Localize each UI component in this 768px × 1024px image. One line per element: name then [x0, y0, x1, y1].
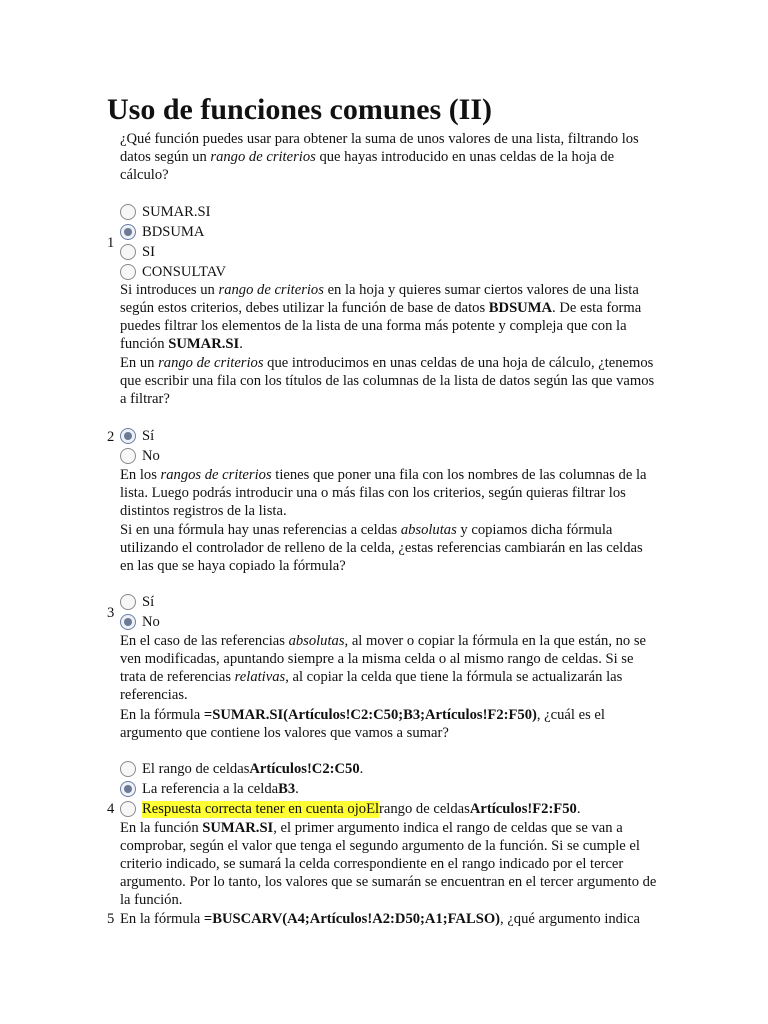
option-label: El rango de celdas: [142, 760, 250, 777]
q4-option-rango-f[interactable]: [120, 799, 580, 819]
q2-option-no[interactable]: [120, 446, 160, 466]
question-3-number: 3: [107, 605, 115, 621]
q1-option-bdsuma[interactable]: [120, 222, 204, 242]
text: . De esta forma puedes filtrar los elementos de la lista de una forma más potente y compleja que con la función: [120, 300, 642, 352]
text: en la hoja y quieres sumar ciertos valores de una lista según estos criterios, debes utilizar la función de base de datos: [120, 282, 639, 316]
text: ¿Qué función puedes usar para obtener la suma de unos valores de una lista, filtrando los datos según un: [120, 131, 639, 165]
text: y copiamos dicha fórmula utilizando el controlador de relleno de la celda, ¿estas referencias cambiarán en las celdas en las que se haya copiado la fórmula?: [120, 522, 643, 574]
option-label: No: [142, 447, 160, 464]
text: En un: [120, 355, 159, 371]
radio-button[interactable]: [120, 204, 136, 220]
text: En los: [120, 467, 161, 483]
option-label: La referencia a la celda: [142, 780, 279, 797]
text: , al mover o copiar la fórmula en la que están, no se ven modificadas, apuntando siempre a la misma celda o al mismo rango de celdas. Si se trata de referencias: [120, 633, 647, 685]
text-italic: rango de criterios: [210, 149, 316, 165]
radio-button[interactable]: [120, 244, 136, 260]
text: En la fórmula: [120, 707, 204, 723]
text: En la función: [120, 820, 203, 836]
option-label: .: [359, 760, 364, 777]
formula: =SUMAR.SI(Artículos!C2:C50;B3;Artículos!F2:F50): [203, 707, 537, 723]
radio-button-selected[interactable]: [120, 781, 136, 797]
q1-option-sumar-si[interactable]: [120, 202, 211, 222]
question-1-number: 1: [107, 235, 115, 251]
option-label: SI: [142, 243, 155, 260]
question-3-explanation: [120, 632, 660, 704]
radio-button-selected[interactable]: [120, 224, 136, 240]
question-2-explanation: [120, 466, 660, 520]
text: .: [239, 336, 243, 352]
question-2-text: [120, 354, 660, 408]
option-label: Sí: [142, 427, 155, 444]
option-label: BDSUMA: [142, 223, 205, 240]
text: , ¿cuál es el argumento que contiene los valores que vamos a sumar?: [120, 707, 605, 741]
option-label: No: [142, 613, 160, 630]
text-bold: BDSUMA: [488, 300, 553, 316]
text-italic: absolutas: [288, 633, 345, 649]
question-4-text: [120, 706, 660, 742]
text-bold: SUMAR.SI: [168, 336, 240, 352]
question-4-number: 4: [107, 801, 115, 817]
option-label: Sí: [142, 593, 155, 610]
radio-button-selected[interactable]: [120, 428, 136, 444]
question-1-explanation: [120, 281, 660, 353]
q4-option-celda-b3[interactable]: [120, 779, 299, 799]
text: que introducimos en unas celdas de una hoja de cálculo, ¿tenemos que escribir una fila con los títulos de las columnas de la lista de datos según las que vamos a filtrar?: [120, 355, 655, 407]
radio-button[interactable]: [120, 801, 136, 817]
question-5-number: 5: [107, 911, 115, 927]
option-label: rango de celdas: [379, 800, 470, 817]
question-3-text: [120, 521, 660, 575]
text: En el caso de las referencias: [120, 633, 289, 649]
text-italic: absolutas: [400, 522, 457, 538]
text: , el primer argumento indica el rango de celdas que se van a comprobar, según el valor que tenga el segundo argumento de la función. Si se cumple el criterio indicado, se sumará la celda correspondiente en el rango indicado por el tercer argumento. Por lo tanto, los valores que se sumarán se encuentran en el tercer argumento de la función.: [120, 820, 657, 908]
option-label: SUMAR.SI: [142, 203, 211, 220]
text: En la fórmula: [120, 911, 204, 927]
q1-option-si[interactable]: [120, 242, 155, 262]
option-label-bold: Artículos!F2:F50: [469, 800, 577, 817]
option-label-bold: Artículos!C2:C50: [249, 760, 360, 777]
question-1-text: [120, 130, 660, 184]
text: Si introduces un: [120, 282, 219, 298]
option-label: .: [295, 780, 299, 797]
highlighted-note: Respuesta correcta tener en cuenta ojoEl: [142, 800, 380, 817]
radio-button[interactable]: [120, 594, 136, 610]
text-italic: relativas: [234, 669, 286, 685]
q3-option-si[interactable]: [120, 592, 154, 612]
q4-option-rango-c[interactable]: [120, 759, 363, 779]
text-bold: SUMAR.SI: [202, 820, 274, 836]
text-italic: rango de criterios: [158, 355, 264, 371]
page-title: Uso de funciones comunes (II): [107, 93, 493, 126]
q2-option-si[interactable]: [120, 426, 154, 446]
text: Si en una fórmula hay unas referencias a celdas: [120, 522, 401, 538]
text-italic: rangos de criterios: [160, 467, 272, 483]
text: tienes que poner una fila con los nombres de las columnas de la lista. Luego podrás introducir una o más filas con los criterios, según quieras filtrar los distintos registros de la lista.: [120, 467, 647, 519]
q1-option-consultav[interactable]: [120, 262, 226, 282]
radio-button[interactable]: [120, 264, 136, 280]
text: , al copiar la celda que tiene la fórmula se actualizarán las referencias.: [120, 669, 623, 703]
question-5-text: [120, 910, 680, 928]
option-label-bold: B3: [278, 780, 296, 797]
question-4-explanation: [120, 819, 660, 909]
radio-button[interactable]: [120, 448, 136, 464]
option-label: CONSULTAV: [142, 263, 226, 280]
option-label: .: [576, 800, 581, 817]
q3-option-no[interactable]: [120, 612, 160, 632]
text: que hayas introducido en unas celdas de la hoja de cálculo?: [120, 149, 615, 183]
radio-button[interactable]: [120, 761, 136, 777]
formula: =BUSCARV(A4;Artículos!A2:D50;A1;FALSO): [203, 911, 501, 927]
radio-button-selected[interactable]: [120, 614, 136, 630]
text: , ¿qué argumento indica: [500, 911, 640, 927]
text-italic: rango de criterios: [218, 282, 324, 298]
question-2-number: 2: [107, 429, 115, 445]
